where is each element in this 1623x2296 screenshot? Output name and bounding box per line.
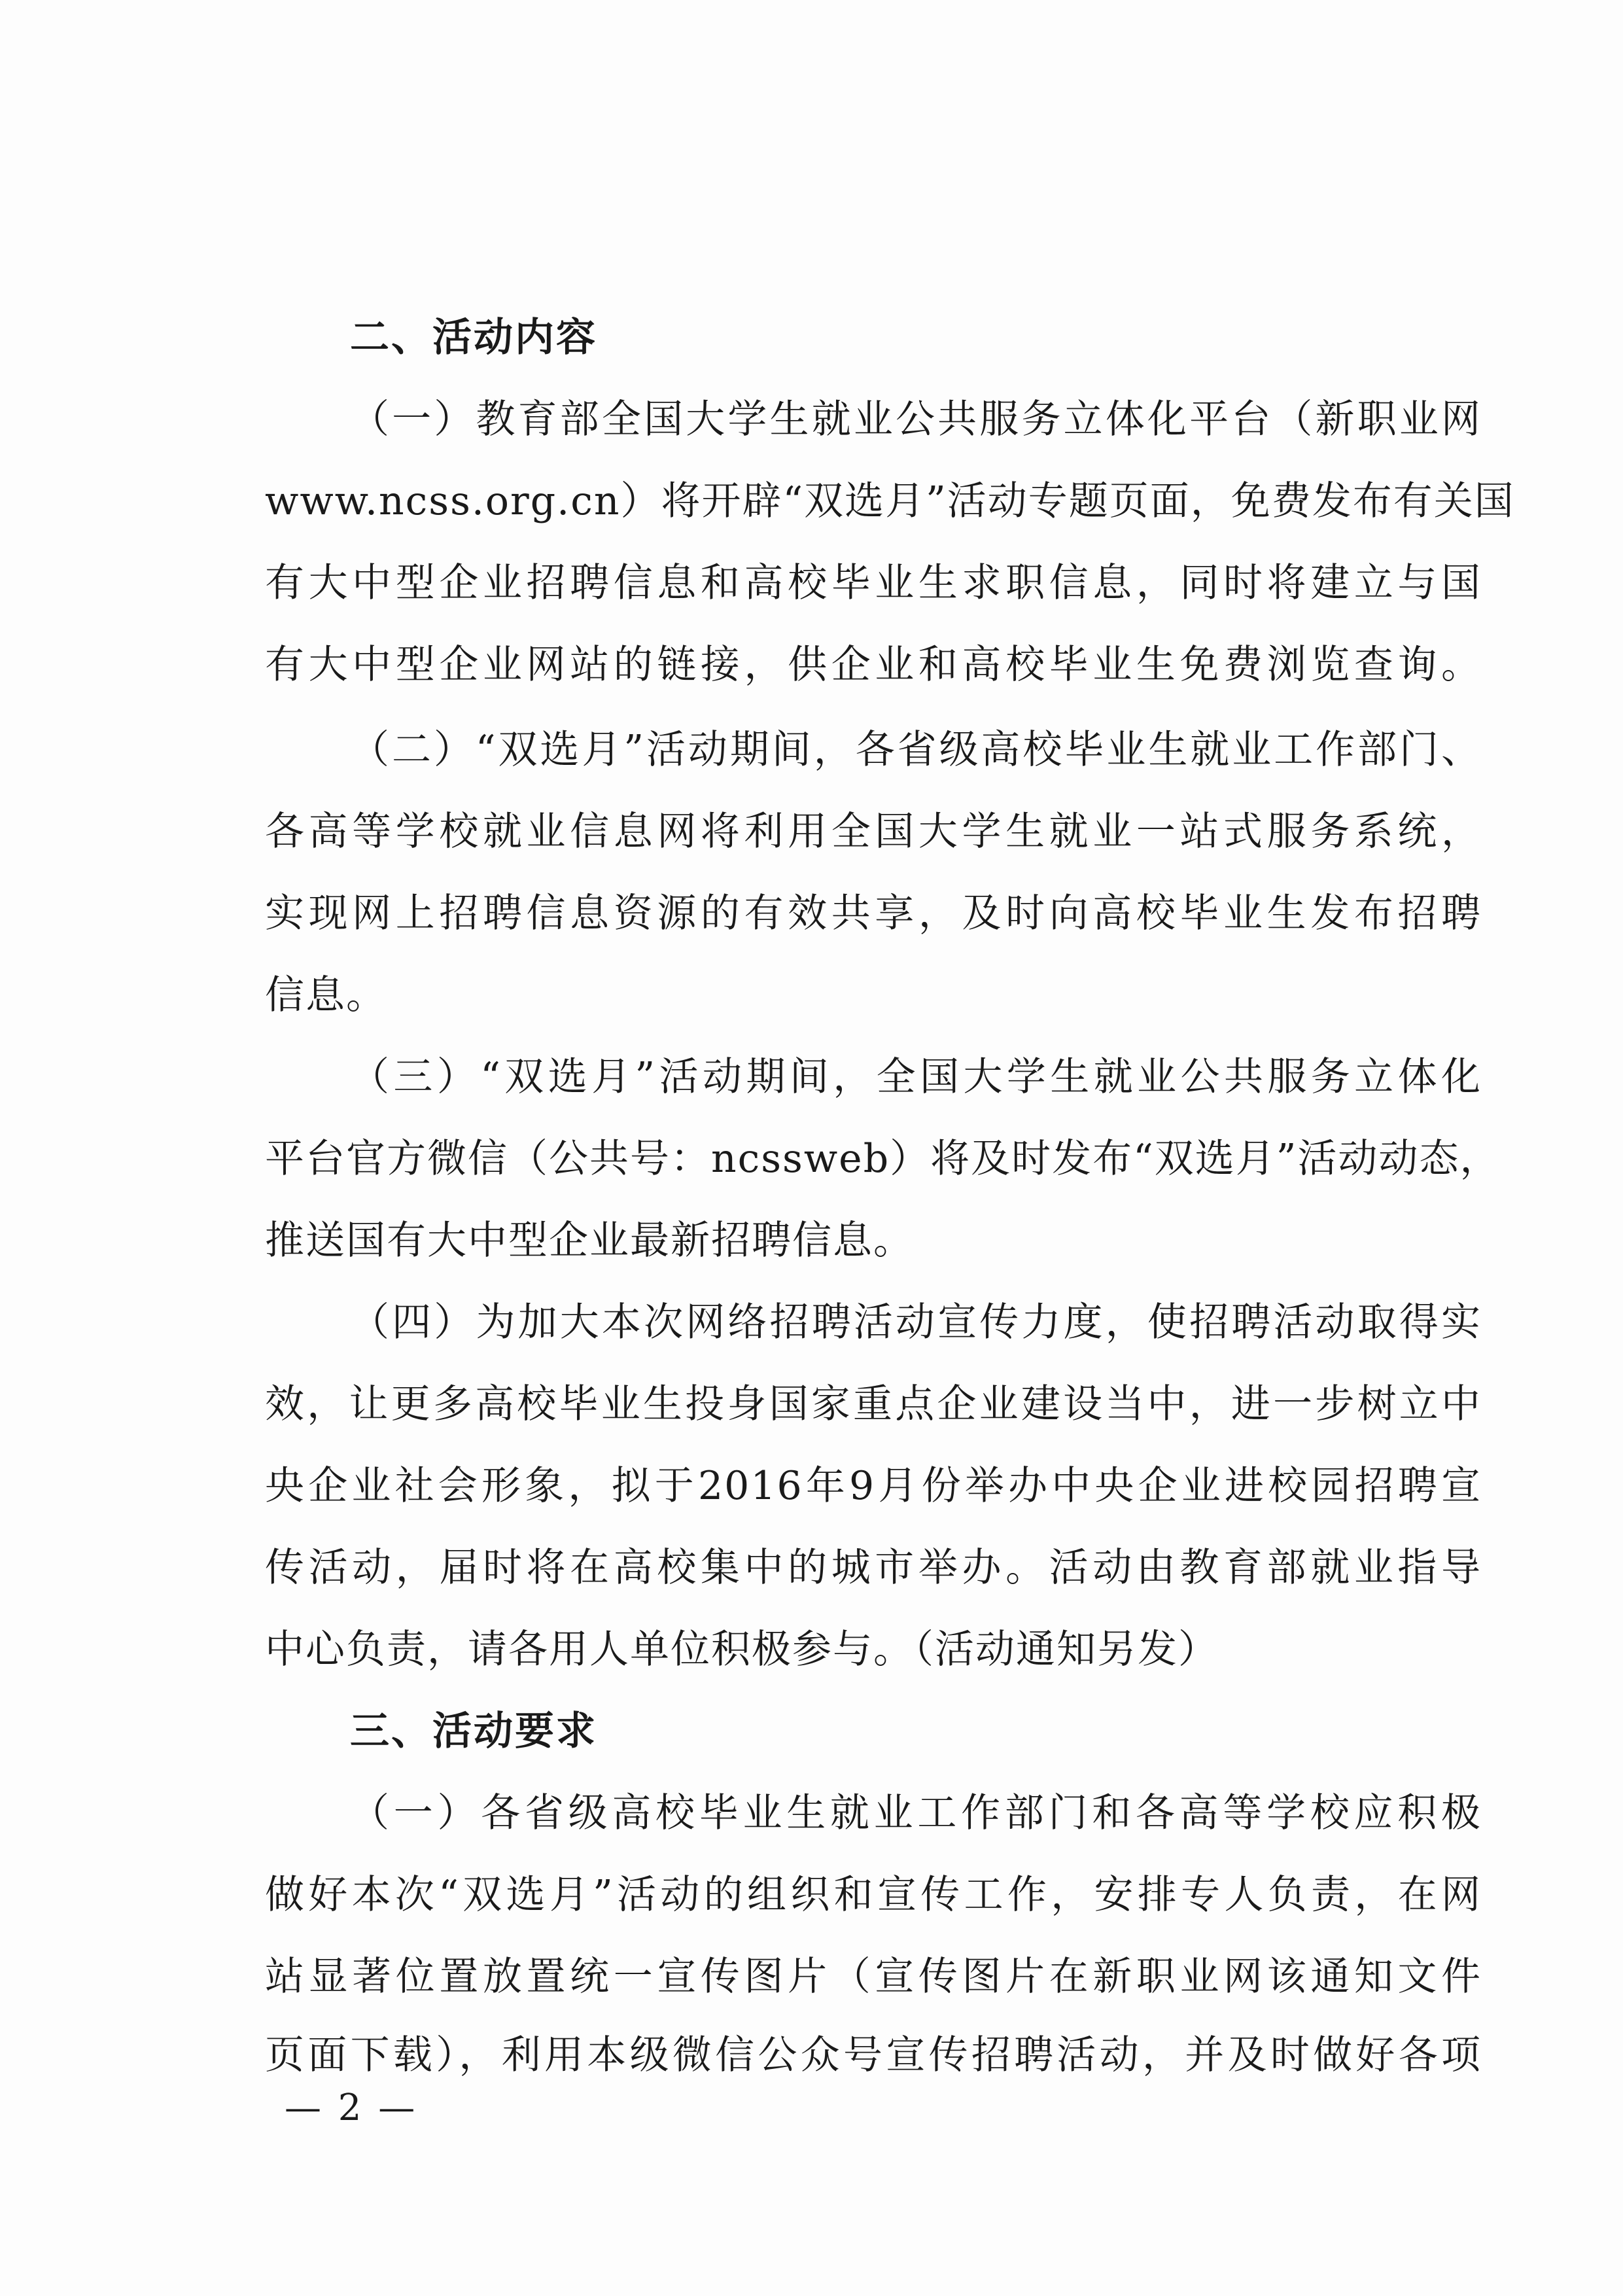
paragraph-line: 实现网上招聘信息资源的有效共享，及时向高校毕业生发布招聘 xyxy=(265,891,1482,936)
paragraph-line: 做好本次“双选月”活动的组织和宣传工作，安排专人负责，在网 xyxy=(265,1872,1482,1918)
paragraph-line: （三）“双选月”活动期间，全国大学生就业公共服务立体化 xyxy=(350,1054,1482,1100)
paragraph-line: 站显著位置放置统一宣传图片（宣传图片在新职业网该通知文件 xyxy=(265,1954,1482,2000)
paragraph-line: 页面下载），利用本级微信公众号宣传招聘活动，并及时做好各项 xyxy=(265,2032,1482,2078)
section-heading-activity-content: 二、活动内容 xyxy=(350,315,597,361)
paragraph-line: www.ncss.org.cn）将开辟“双选月”活动专题页面，免费发布有关国 xyxy=(265,478,1515,524)
paragraph-line: （一）各省级高校毕业生就业工作部门和各高等学校应积极 xyxy=(350,1790,1482,1836)
paragraph-line: 信息。 xyxy=(265,972,387,1018)
paragraph-line: 中心负责，请各用人单位积极参与。（活动通知另发） xyxy=(265,1627,1219,1672)
paragraph-line: 效，让更多高校毕业生投身国家重点企业建设当中，进一步树立中 xyxy=(265,1381,1482,1427)
paragraph-line: （四）为加大本次网络招聘活动宣传力度，使招聘活动取得实 xyxy=(350,1299,1482,1345)
paragraph-line: （二）“双选月”活动期间，各省级高校毕业生就业工作部门、 xyxy=(350,727,1482,773)
paragraph-line: 传活动，届时将在高校集中的城市举办。活动由教育部就业指导 xyxy=(265,1545,1482,1591)
paragraph-line: 有大中型企业网站的链接，供企业和高校毕业生免费浏览查询。 xyxy=(265,642,1482,688)
paragraph-line: 央企业社会形象，拟于2016年9月份举办中央企业进校园招聘宣 xyxy=(265,1463,1482,1509)
paragraph-line: 有大中型企业招聘信息和高校毕业生求职信息，同时将建立与国 xyxy=(265,560,1482,606)
paragraph-line: （一）教育部全国大学生就业公共服务立体化平台（新职业网 xyxy=(350,397,1482,442)
paragraph-line: 推送国有大中型企业最新招聘信息。 xyxy=(265,1218,914,1263)
section-heading-activity-requirements: 三、活动要求 xyxy=(350,1708,597,1754)
paragraph-line: 平台官方微信（公共号：ncssweb）将及时发布“双选月”活动动态， xyxy=(265,1136,1501,1182)
paragraph-line: 各高等学校就业信息网将利用全国大学生就业一站式服务系统， xyxy=(265,809,1482,855)
page-number: — 2 — xyxy=(285,2087,418,2129)
